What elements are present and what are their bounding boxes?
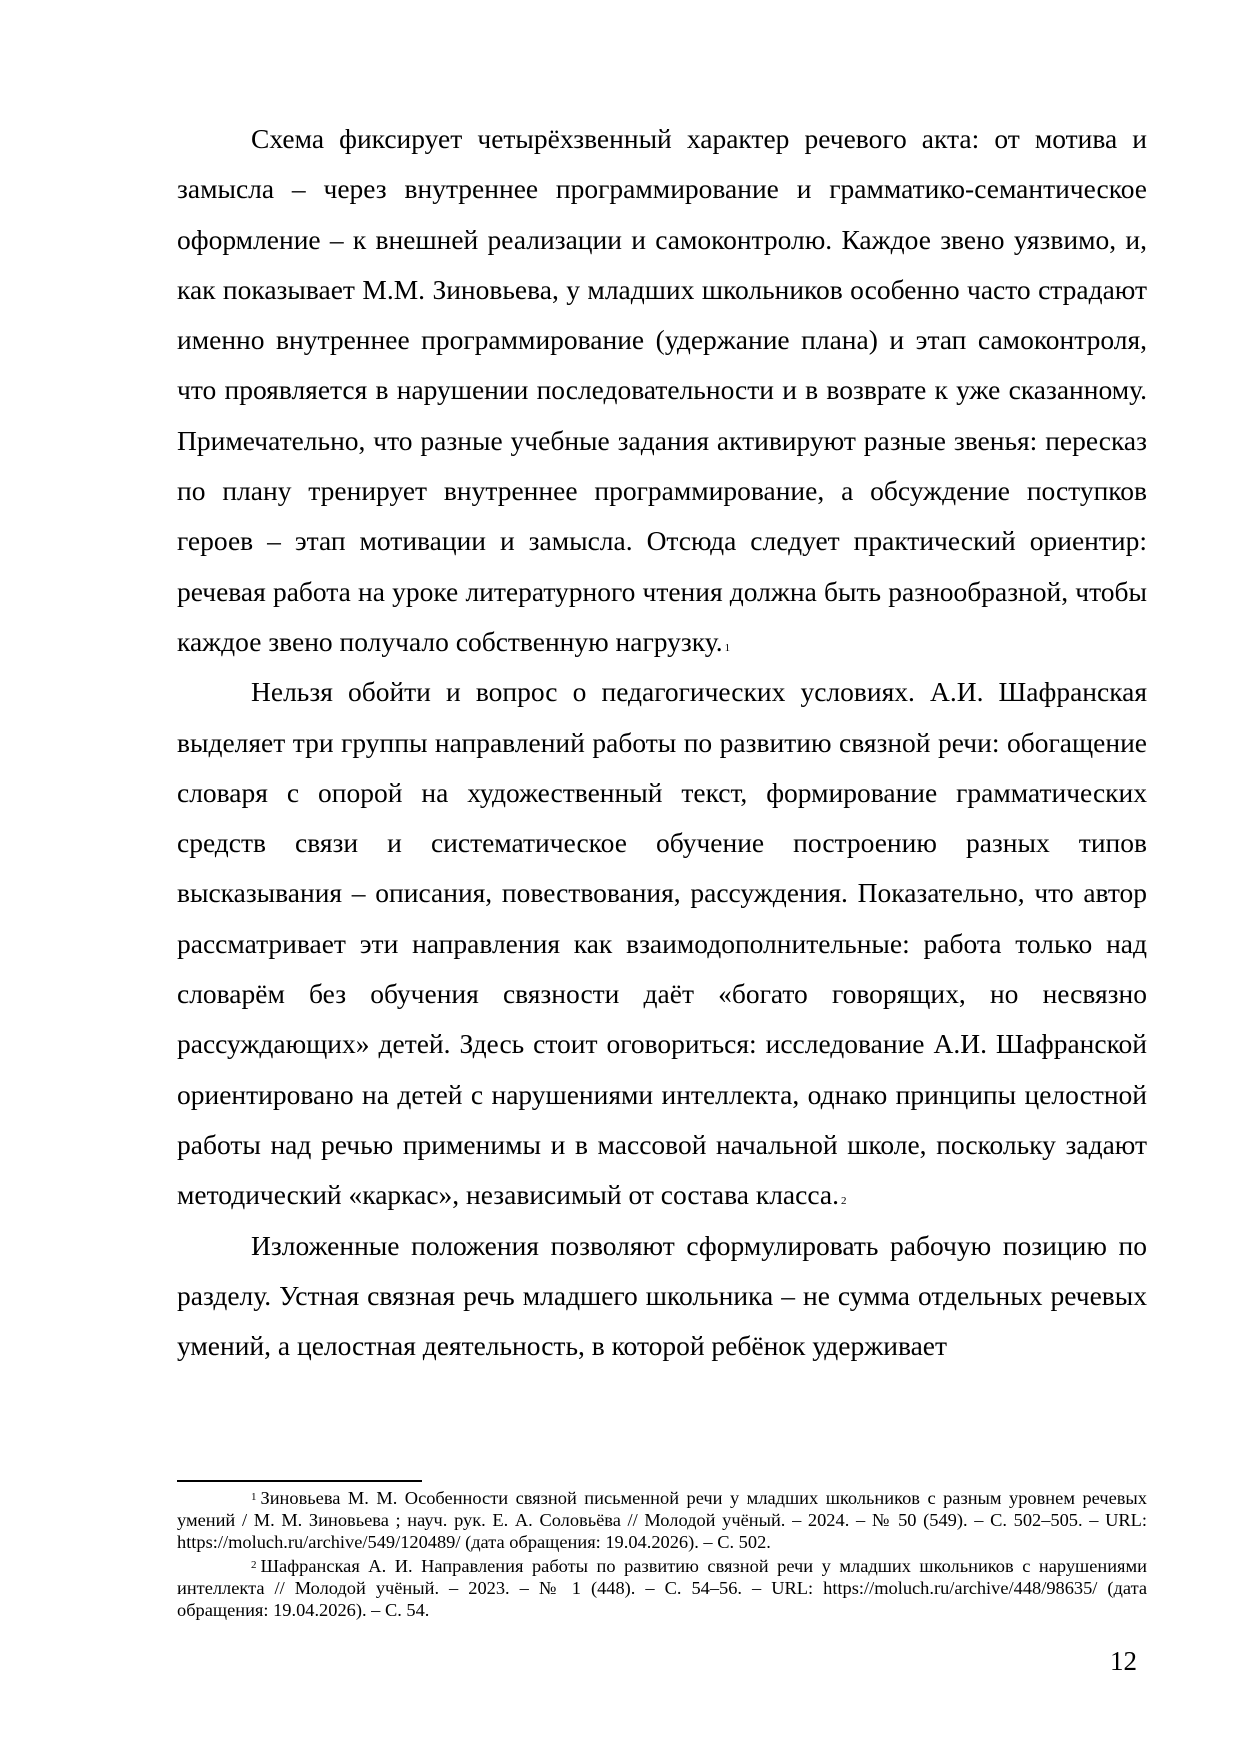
- footnote-separator: [177, 1480, 422, 1482]
- footnote-2: [177, 1555, 1147, 1621]
- footnote-ref-1[interactable]: 1: [724, 641, 731, 654]
- footnote-2-number: 2: [251, 1559, 257, 1571]
- footnote-ref-2[interactable]: 2: [840, 1195, 847, 1208]
- paragraph-3: [177, 1221, 1147, 1372]
- footnote-2-text: Шафранская А. И. Направления работы по развитию связной речи у младших школьников с нарушениями интеллекта // Молодой учёный. – 2023. – № 1 (448). – С. 54–56. – URL: https://moluch.ru/archive/448/98635/ (дата обращения: 19.04.2026). – С. 54.: [177, 1556, 1147, 1620]
- paragraph-2: [177, 667, 1147, 1220]
- footnotes: [177, 1487, 1147, 1623]
- main-text: [177, 114, 1147, 1371]
- paragraph-3-text: Изложенные положения позволяют сформулировать рабочую позицию по разделу. Устная связная речь младшего школьника – не сумма отдельных речевых умений, а целостная деятельность, в которой ребёнок удерживает: [177, 1229, 1147, 1362]
- paragraph-2-text: Нельзя обойти и вопрос о педагогических условиях. А.И. Шафранская выделяет три группы направлений работы по развитию связной речи: обогащение словаря с опорой на художественный текст, формирование грамматических средств связи и систематическое обучение построению разных типов высказывания – описания, повествования, рассуждения. Показательно, что автор рассматривает эти направления как взаимодополнительные: работа только над словарём без обучения связности даёт «богато говорящих, но несвязно рассуждающих» детей. Здесь стоит оговориться: исследование А.И. Шафранской ориентировано на детей с нарушениями интеллекта, однако принципы целостной работы над речью применимы и в массовой начальной школе, поскольку задают методический «каркас», независимый от состава класса.: [177, 676, 1147, 1211]
- paragraph-1: [177, 114, 1147, 667]
- page-number: 12: [1110, 1646, 1137, 1676]
- footnote-1-number: 1: [251, 1491, 257, 1503]
- footnote-1: [177, 1487, 1147, 1553]
- footnote-1-text: Зиновьева М. М. Особенности связной письменной речи у младших школьников с разным уровнем речевых умений / М. М. Зиновьева ; науч. рук. Е. А. Соловьёва // Молодой учёный. – 2024. – № 50 (549). – С. 502–505. – URL: https://moluch.ru/archive/549/120489/ (дата обращения: 19.04.2026). – С. 502.: [177, 1488, 1147, 1552]
- paragraph-1-text: Схема фиксирует четырёхзвенный характер речевого акта: от мотива и замысла – через внутреннее программирование и грамматико-семантическое оформление – к внешней реализации и самоконтролю. Каждое звено уязвимо, и, как показывает М.М. Зиновьева, у младших школьников особенно часто страдают именно внутреннее программирование (удержание плана) и этап самоконтроля, что проявляется в нарушении последовательности и в возврате к уже сказанному. Примечательно, что разные учебные задания активируют разные звенья: пересказ по плану тренирует внутреннее программирование, а обсуждение поступков героев – этап мотивации и замысла. Отсюда следует практический ориентир: речевая работа на уроке литературного чтения должна быть разнообразной, чтобы каждое звено получало собственную нагрузку.: [177, 123, 1147, 657]
